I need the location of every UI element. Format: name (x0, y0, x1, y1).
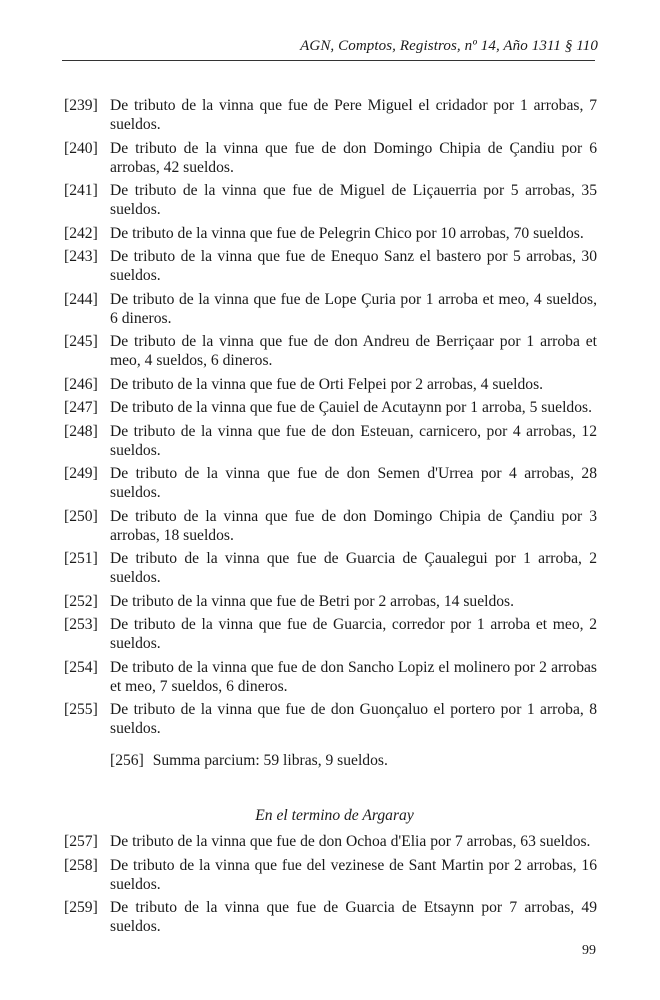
entry-number: [257] (64, 833, 98, 850)
entry-247 (64, 398, 597, 417)
entry-number: [255] (64, 701, 98, 718)
entry-number: [243] (64, 248, 98, 265)
entry-text: De tributo de la vinna que fue de don Esteuan, carnicero, por 4 arrobas, 12 sueldos. (110, 422, 597, 459)
entry-number: [249] (64, 465, 98, 482)
entry-text: De tributo de la vinna que fue de don Ochoa d'Elia por 7 arrobas, 63 sueldos. (110, 833, 591, 850)
entry-number: [258] (64, 856, 98, 874)
header-rule (62, 60, 595, 61)
entry-number: [246] (64, 375, 98, 393)
entry-243 (64, 247, 597, 285)
summa-line (64, 751, 597, 770)
entry-text: De tributo de la vinna que fue de Lope Çuria por 1 arroba et meo, 4 sueldos, 6 dineros. (110, 290, 597, 327)
entry-number: [259] (64, 899, 98, 916)
entry-255 (64, 700, 597, 738)
entry-text: De tributo de la vinna que fue de Betri por 2 arrobas, 14 sueldos. (110, 592, 515, 610)
entry-text: De tributo de la vinna que fue de don Andreu de Berriçaar por 1 arroba et meo, 4 sueldos, 6 dineros. (110, 333, 597, 369)
entry-text: De tributo de la vinna que fue de don Domingo Chipia de Çandiu por 3 arrobas, 18 sueldos. (110, 507, 597, 544)
entry-252 (64, 592, 597, 611)
entry-number: [250] (64, 507, 98, 525)
entry-text: De tributo de la vinna que fue de don Sancho Lopiz el molinero por 2 arrobas et meo, 7 sueldos, 6 dineros. (110, 658, 597, 695)
entry-number: [239] (64, 97, 98, 114)
entry-text: De tributo de la vinna que fue de don Domingo Chipia de Çandiu por 6 arrobas, 42 sueldos. (110, 139, 597, 176)
entries-list (64, 96, 597, 941)
entry-259 (64, 898, 597, 936)
entry-239 (64, 96, 597, 134)
summa-number: [256] (110, 752, 144, 769)
entry-text: De tributo de la vinna que fue de Enequo Sanz el bastero por 5 arrobas, 30 sueldos. (110, 248, 597, 284)
entry-text: De tributo de la vinna que fue de Miguel de Liçauerria por 5 arrobas, 35 sueldos. (110, 182, 597, 218)
summa-text: Summa parcium: 59 libras, 9 sueldos. (152, 752, 388, 769)
entry-249 (64, 464, 597, 502)
entry-text: De tributo de la vinna que fue de don Guonçaluo el portero por 1 arroba, 8 sueldos. (110, 701, 597, 737)
entry-254 (64, 658, 597, 696)
entry-text: De tributo de la vinna que fue de Guarcia de Etsaynn por 7 arrobas, 49 sueldos. (110, 899, 597, 935)
entry-text: De tributo de la vinna que fue de Orti Felpei por 2 arrobas, 4 sueldos. (110, 375, 544, 393)
entry-number: [252] (64, 592, 98, 610)
entry-number: [242] (64, 224, 98, 242)
entry-253 (64, 615, 597, 653)
entry-257 (64, 832, 597, 851)
entry-245 (64, 332, 597, 370)
entry-number: [245] (64, 333, 98, 350)
entry-251 (64, 549, 597, 587)
entry-text: De tributo de la vinna que fue de Pelegrin Chico por 10 arrobas, 70 sueldos. (110, 224, 584, 242)
entry-241 (64, 181, 597, 219)
entry-text: De tributo de la vinna que fue de Çauiel de Acutaynn por 1 arroba, 5 sueldos. (110, 399, 592, 416)
entry-number: [244] (64, 290, 98, 308)
entry-number: [253] (64, 616, 98, 633)
entry-number: [241] (64, 182, 98, 199)
entry-text: De tributo de la vinna que fue de Guarcia, corredor por 1 arroba et meo, 2 sueldos. (110, 616, 597, 652)
entry-242 (64, 224, 597, 243)
entry-number: [251] (64, 550, 98, 567)
entry-240 (64, 139, 597, 177)
running-head: AGN, Comptos, Registros, nº 14, Año 1311 § 110 (300, 38, 598, 54)
entry-250 (64, 507, 597, 545)
entry-258 (64, 856, 597, 894)
entry-248 (64, 422, 597, 460)
entry-number: [240] (64, 139, 98, 157)
entry-244 (64, 290, 597, 328)
entry-number: [248] (64, 422, 98, 440)
entry-text: De tributo de la vinna que fue de Guarcia de Çaualegui por 1 arroba, 2 sueldos. (110, 550, 597, 586)
entry-number: [247] (64, 399, 98, 416)
entry-246 (64, 375, 597, 394)
entry-text: De tributo de la vinna que fue de Pere Miguel el cridador por 1 arrobas, 7 sueldos. (110, 97, 597, 133)
entry-text: De tributo de la vinna que fue de don Semen d'Urrea por 4 arrobas, 28 sueldos. (110, 465, 597, 501)
entry-text: De tributo de la vinna que fue del vezinese de Sant Martin por 2 arrobas, 16 sueldos. (110, 856, 597, 893)
section-heading: En el termino de Argaray (255, 807, 414, 824)
page-number: 99 (582, 943, 596, 958)
entry-number: [254] (64, 658, 98, 676)
